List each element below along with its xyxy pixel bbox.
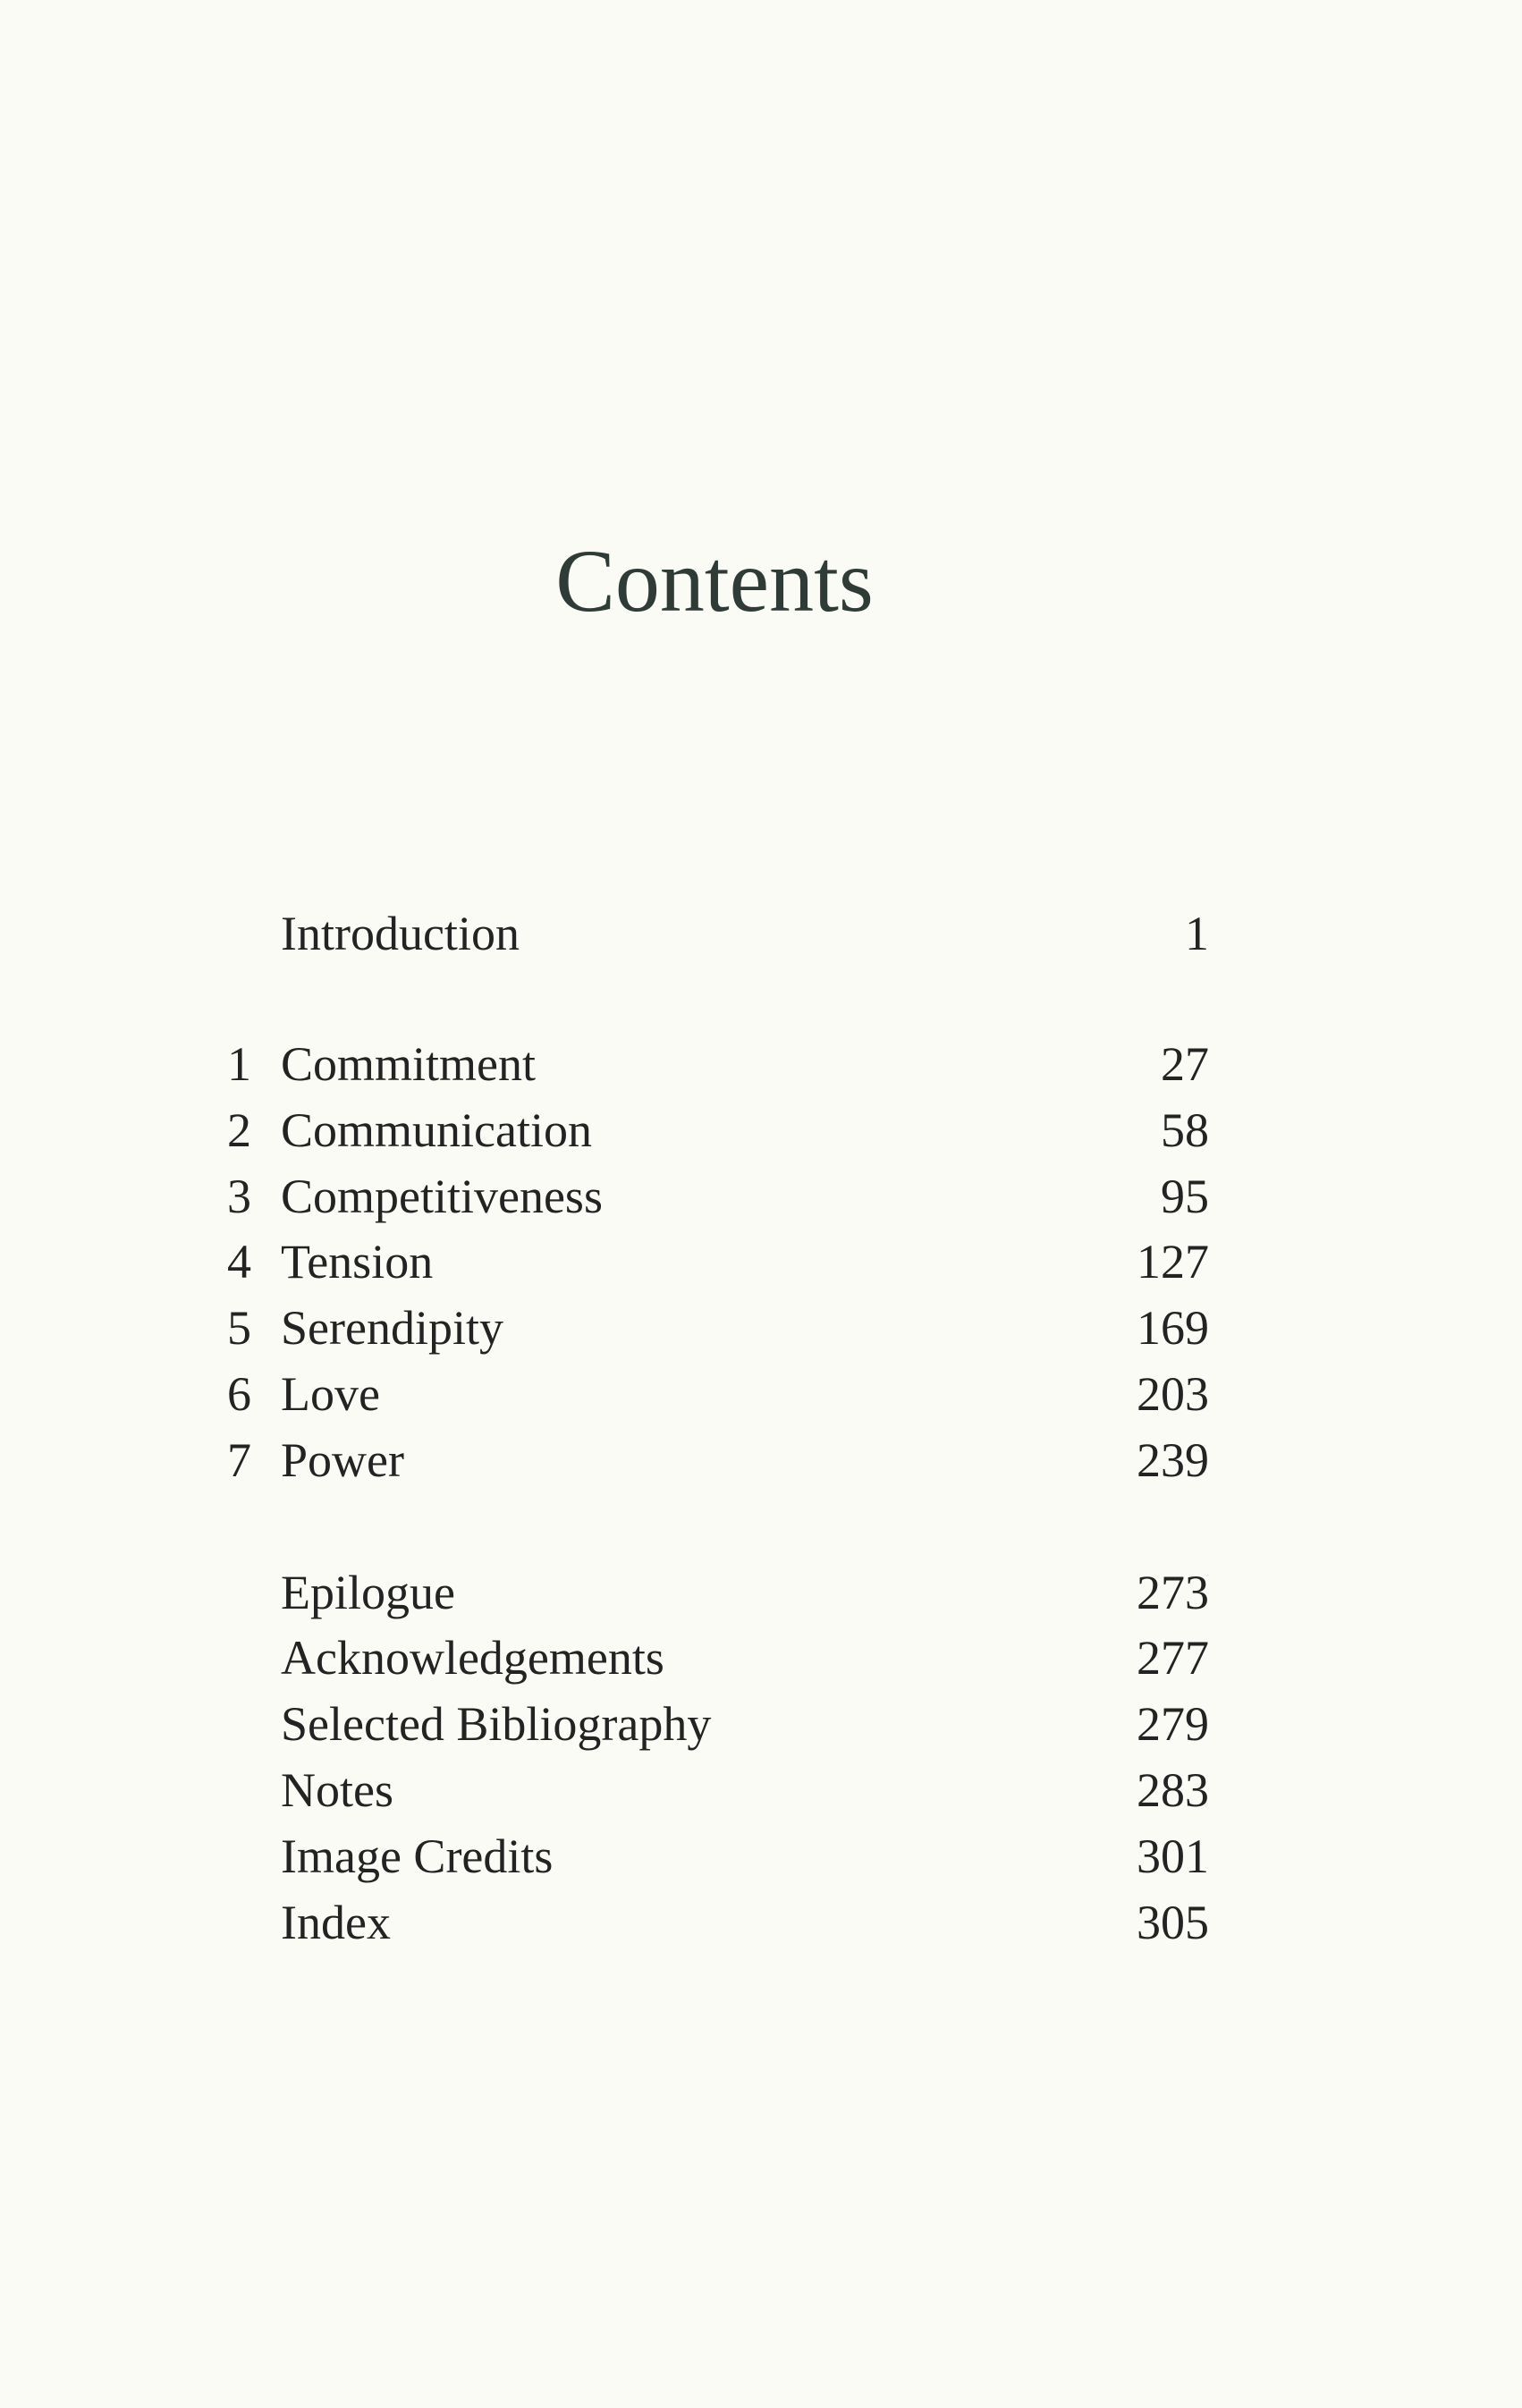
toc-entry (0, 1699, 1522, 1749)
toc-entry (0, 1171, 1522, 1221)
entry-title: Image Credits (281, 1829, 554, 1883)
page-number: 305 (1137, 1896, 1209, 1949)
toc-entry (0, 1765, 1522, 1815)
toc-entry (0, 1435, 1522, 1485)
toc-entry (0, 1633, 1522, 1683)
toc-entry (0, 1831, 1522, 1881)
entry-title: Epilogue (281, 1566, 455, 1619)
toc-entry (0, 1039, 1522, 1089)
page-number: 169 (1137, 1301, 1209, 1355)
entry-title: Notes (281, 1763, 393, 1817)
toc-entry (0, 1303, 1522, 1353)
entry-title: Communication (281, 1103, 592, 1157)
chapter-number: 4 (227, 1235, 251, 1288)
page-number: 127 (1137, 1235, 1209, 1288)
page-number: 277 (1137, 1631, 1209, 1685)
entry-title: Introduction (281, 907, 520, 960)
entry-title: Index (281, 1896, 391, 1949)
page-number: 58 (1161, 1103, 1209, 1157)
page-number: 301 (1137, 1829, 1209, 1883)
toc-entry (0, 1897, 1522, 1948)
page-number: 239 (1137, 1433, 1209, 1487)
entry-title: Tension (281, 1235, 434, 1288)
page-number: 1 (1185, 907, 1209, 960)
page-number: 273 (1137, 1566, 1209, 1619)
chapter-number: 3 (227, 1170, 251, 1223)
toc-entry (0, 1567, 1522, 1618)
toc-entry (0, 1105, 1522, 1155)
entry-title: Acknowledgements (281, 1631, 664, 1685)
entry-title: Love (281, 1367, 380, 1421)
entry-title: Power (281, 1433, 404, 1487)
page-number: 27 (1161, 1037, 1209, 1091)
entry-title: Selected Bibliography (281, 1697, 712, 1751)
page-number: 95 (1161, 1170, 1209, 1223)
entry-title: Commitment (281, 1037, 537, 1091)
page-title: Contents (555, 531, 874, 630)
toc-entry (0, 1369, 1522, 1419)
entry-title: Competitiveness (281, 1170, 603, 1223)
chapter-number: 6 (227, 1367, 251, 1421)
chapter-number: 7 (227, 1433, 251, 1487)
chapter-number: 2 (227, 1103, 251, 1157)
entry-title: Serendipity (281, 1301, 503, 1355)
chapter-number: 5 (227, 1301, 251, 1355)
page-number: 283 (1137, 1763, 1209, 1817)
toc-entry (0, 908, 1522, 959)
chapter-number: 1 (227, 1037, 251, 1091)
toc-entry (0, 1237, 1522, 1287)
page-number: 279 (1137, 1697, 1209, 1751)
page-number: 203 (1137, 1367, 1209, 1421)
